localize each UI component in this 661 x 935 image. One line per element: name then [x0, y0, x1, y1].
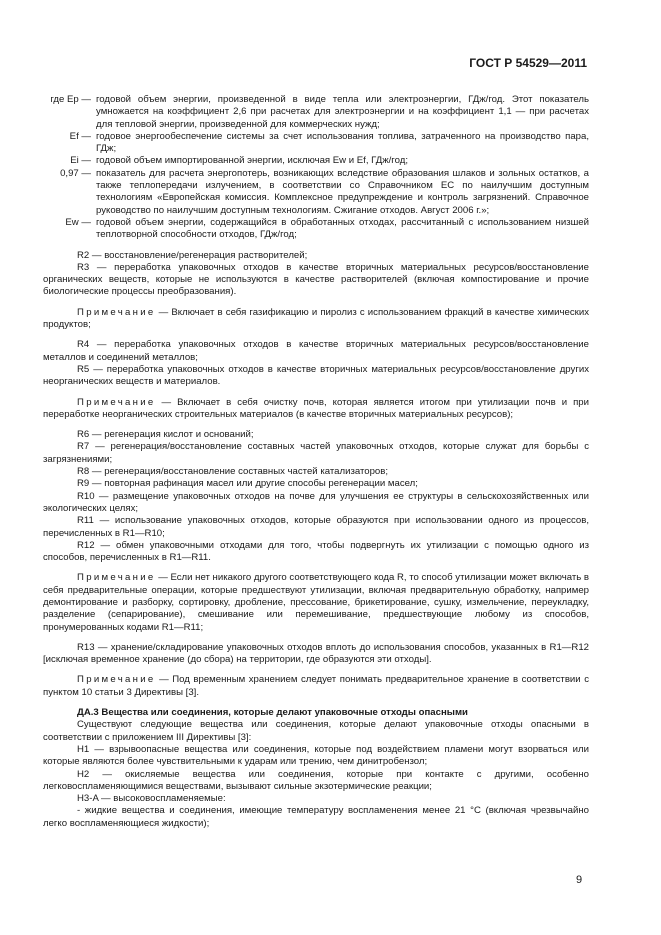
definition-term: где Ep —: [50, 94, 91, 105]
body-paragraph: R12 — обмен упаковочными отходами для того, чтобы подвергнуть их утилизации с помощью одного из способов, перечисленных в R1—R11.: [43, 539, 589, 564]
definition-item: [43, 131, 589, 156]
body-paragraph: R6 — регенерация кислот и оснований;: [77, 429, 254, 441]
definition-text: годовой объем энергии, содержащийся в обработанных отходах, рассчитанный с использованием низшей теплотворной способности отходов, ГДж/год;: [96, 216, 589, 241]
paragraph-gap: [43, 421, 589, 429]
note-text: — Если нет никакого другого соответствующего кода R, то способ утилизации может включать в себя предварительные операции, которые предшествуют утилизации, включая предварительную обработку, например демонтирование и разборку, сортировку, дробление, прессование, брикетирование, сушку, измельчение, переукладку, разделение (сепарирование), смешивание или перемешивание, предшествующие любому из способов, пронумерованных кодами R1—R11;: [43, 572, 589, 633]
body-paragraph: H1 — взрывоопасные вещества или соединения, которые под воздействием пламени могут взорваться или которые являются более чувствительными к ударам или трению, чем динитробензол;: [43, 743, 589, 768]
note-label: Примечание: [77, 572, 156, 584]
definition-term: Ew —: [65, 216, 91, 228]
paragraph-gap: [43, 666, 589, 674]
definition-term: Ef —: [69, 130, 91, 142]
body-paragraph: R11 — использование упаковочных отходов, которые образуются при использовании одного из процессов, перечисленных в R1—R10;: [43, 515, 589, 539]
body-paragraph: R8 — регенерация/восстановление составных частей катализаторов;: [77, 466, 389, 478]
body-paragraph: R13 — хранение/складирование упаковочных отходов вплоть до использования способов, указанных в R1—R12 [исключая временное хранение (до сбора) на территории, где образуются эти отходы].: [43, 641, 589, 666]
body-paragraph: R3 — переработка упаковочных отходов в качестве вторичных материальных ресурсов/восстановление органических веществ, которые не используются в качестве растворителей (включая компостирование и прочие биологические процессы преобразования).: [43, 261, 589, 298]
definition-text: годовое энергообеспечение системы за счет использования топлива, затраченного на производство пара, ГДж;: [96, 130, 589, 155]
definitions-list: [43, 94, 589, 242]
body-paragraph: R2 — восстановление/регенерация растворителей;: [77, 249, 308, 261]
body-paragraph: R7 — регенерация/восстановление составных частей упаковочных отходов, которые служат для борьбы с загрязнениями;: [43, 441, 589, 465]
paragraph-gap: [43, 299, 589, 307]
definition-item: [43, 94, 589, 131]
definition-term: Ei —: [70, 155, 91, 167]
paragraph-gap: [43, 564, 589, 572]
note-paragraph: [43, 397, 589, 422]
note-text: — Под временным хранением следует понимать предварительное хранение в соответствии с пунктом 10 статьи 3 Директивы [3].: [43, 674, 589, 698]
note-paragraph: [43, 572, 589, 633]
body-paragraph: H3-A — высоковоспламеняемые:: [77, 793, 226, 805]
note-paragraph: [43, 674, 589, 699]
paragraph-gap: [43, 389, 589, 397]
body-paragraph: - жидкие вещества и соединения, имеющие температуру воспламенения менее 21 °С (включая чрезвычайно легко воспламеняющиеся жидкости);: [43, 805, 589, 829]
note-label: Примечание: [77, 396, 156, 408]
definition-term: 0,97 —: [60, 167, 91, 179]
body-paragraph: H2 — окисляемые вещества или соединения, которые при контакте с другими, особенно легковоспламеняющимися веществами, вызывают сильные экзотермические реакции;: [43, 768, 589, 792]
document-header: ГОСТ Р 54529—2011: [469, 56, 587, 70]
definition-text: годовой объем импортированной энергии, исключая Ew и Ef, ГДж/год;: [96, 155, 408, 167]
paragraph-gap: [43, 331, 589, 339]
definition-item: [43, 217, 589, 242]
paragraphs: [43, 250, 589, 830]
definition-text: показатель для расчета энергопотерь, возникающих вследствие образования шлаков и зольных остатков, а также теплопередачи излучением, в соответствии со Справочником ЕС по наилучшим доступным технологиям «Европейская комиссия. Комплексное предупреждение и контроль загрязнений. Справочное руководство по наилучшим доступным технологиям. Сжигание отходов. Август 2006 г.»;: [96, 167, 589, 216]
note-paragraph: [43, 307, 589, 332]
note-label: Примечание: [77, 306, 156, 318]
section-heading: ДА.3 Вещества или соединения, которые делают упаковочные отходы опасными: [77, 707, 468, 719]
definition-item: [43, 155, 589, 167]
body-paragraph: Существуют следующие вещества или соединения, которые делают упаковочные отходы опасными в соответствии с приложением III Директивы [3]:: [43, 719, 589, 743]
body-paragraph: R9 — повторная рафинация масел или другие способы регенерации масел;: [77, 478, 418, 490]
body-paragraph: R5 — переработка упаковочных отходов в качестве вторичных материальных ресурсов/восстановление других неорганических веществ и материалов.: [43, 363, 589, 388]
note-text: — Включает в себя очистку почв, которая является итогом при утилизации почв и при переработке неорганических строительных материалов (в качестве вторичных материальных ресурсов);: [43, 396, 589, 420]
page-number: 9: [576, 874, 583, 886]
paragraph-gap: [43, 634, 589, 642]
definition-item: [43, 168, 589, 217]
document-body: [43, 94, 589, 830]
body-paragraph: R10 — размещение упаковочных отходов на почве для улучшения ее структуры в сельскохозяйственных или экологических целях;: [43, 490, 589, 514]
note-label: Примечание: [77, 674, 156, 686]
paragraph-gap: [43, 699, 589, 707]
body-paragraph: R4 — переработка упаковочных отходов в качестве вторичных материальных ресурсов/восстановление металлов и соединений металлов;: [43, 339, 589, 363]
definition-text: годовой объем энергии, произведенной в виде тепла или электроэнергии, ГДж/год. Этот показатель умножается на коэффициент 2,6 при расчетах для электроэнергии и на коэффициент 1,1 — при расчетах для тепловой энергии, произведенной для коммерческих нужд;: [96, 94, 589, 130]
note-text: — Включает в себя газификацию и пиролиз с использованием фракций в качестве химических продуктов;: [43, 306, 589, 331]
